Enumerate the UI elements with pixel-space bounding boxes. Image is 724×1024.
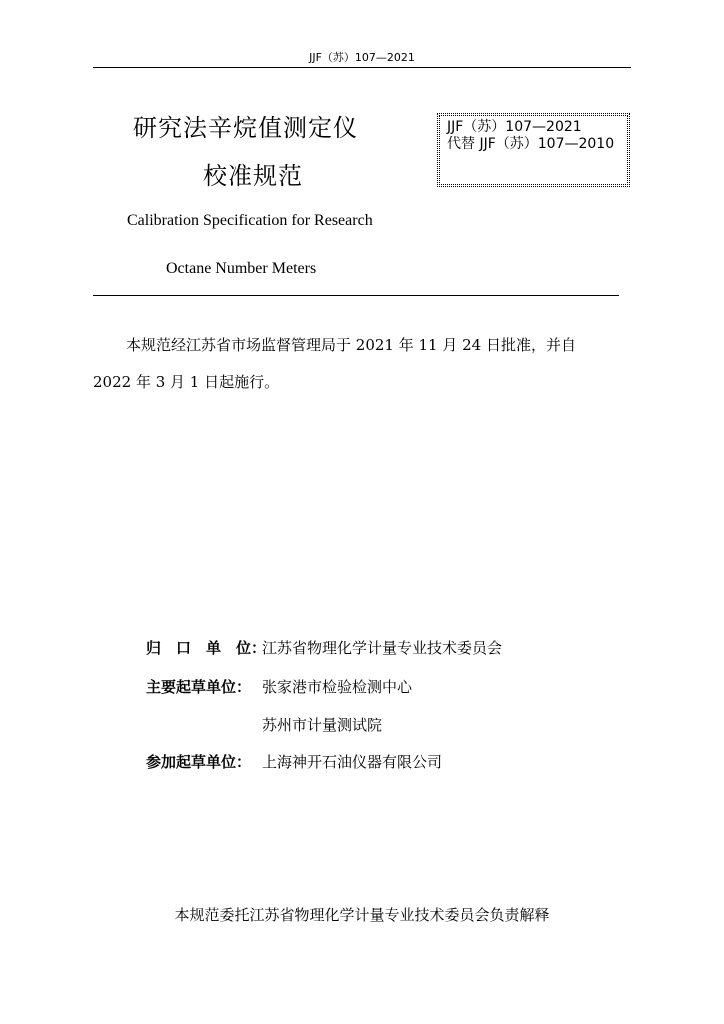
responsible-unit-label: 归 口 单 位：: [146, 639, 267, 657]
standard-code-box: [437, 113, 630, 187]
standard-code-replaces: 代替 JJF（苏）107—2010: [447, 136, 615, 152]
document-title-line-1: 研究法辛烷值测定仪: [133, 114, 358, 142]
participating-unit-label: 参加起草单位：: [146, 753, 252, 771]
english-title-line-1: Calibration Specification for Research: [127, 212, 373, 229]
document-title-line-2: 校准规范: [203, 162, 303, 190]
participating-unit-value: 上海神开石油仪器有限公司: [262, 753, 443, 771]
header-standard-code: JJF（苏）107—2021: [309, 51, 415, 64]
standard-code-current: JJF（苏）107—2021: [447, 119, 582, 135]
title-divider: [93, 295, 619, 296]
main-drafting-unit-label: 主要起草单位：: [146, 678, 252, 696]
approval-statement-line-2: 2022 年 3 月 1 日起施行。: [93, 373, 280, 391]
approval-statement-line-1: 本规范经江苏省市场监督管理局于 2021 年 11 月 24 日批准，并自: [126, 336, 576, 354]
responsible-unit-value: 江苏省物理化学计量专业技术委员会: [262, 639, 503, 657]
main-drafting-unit-value-1: 张家港市检验检测中心: [262, 678, 413, 696]
english-title-line-2: Octane Number Meters: [166, 260, 317, 277]
interpretation-note: 本规范委托江苏省物理化学计量专业技术委员会负责解释: [174, 906, 550, 924]
main-drafting-unit-value-2: 苏州市计量测试院: [262, 716, 383, 734]
header-divider: [93, 67, 631, 68]
